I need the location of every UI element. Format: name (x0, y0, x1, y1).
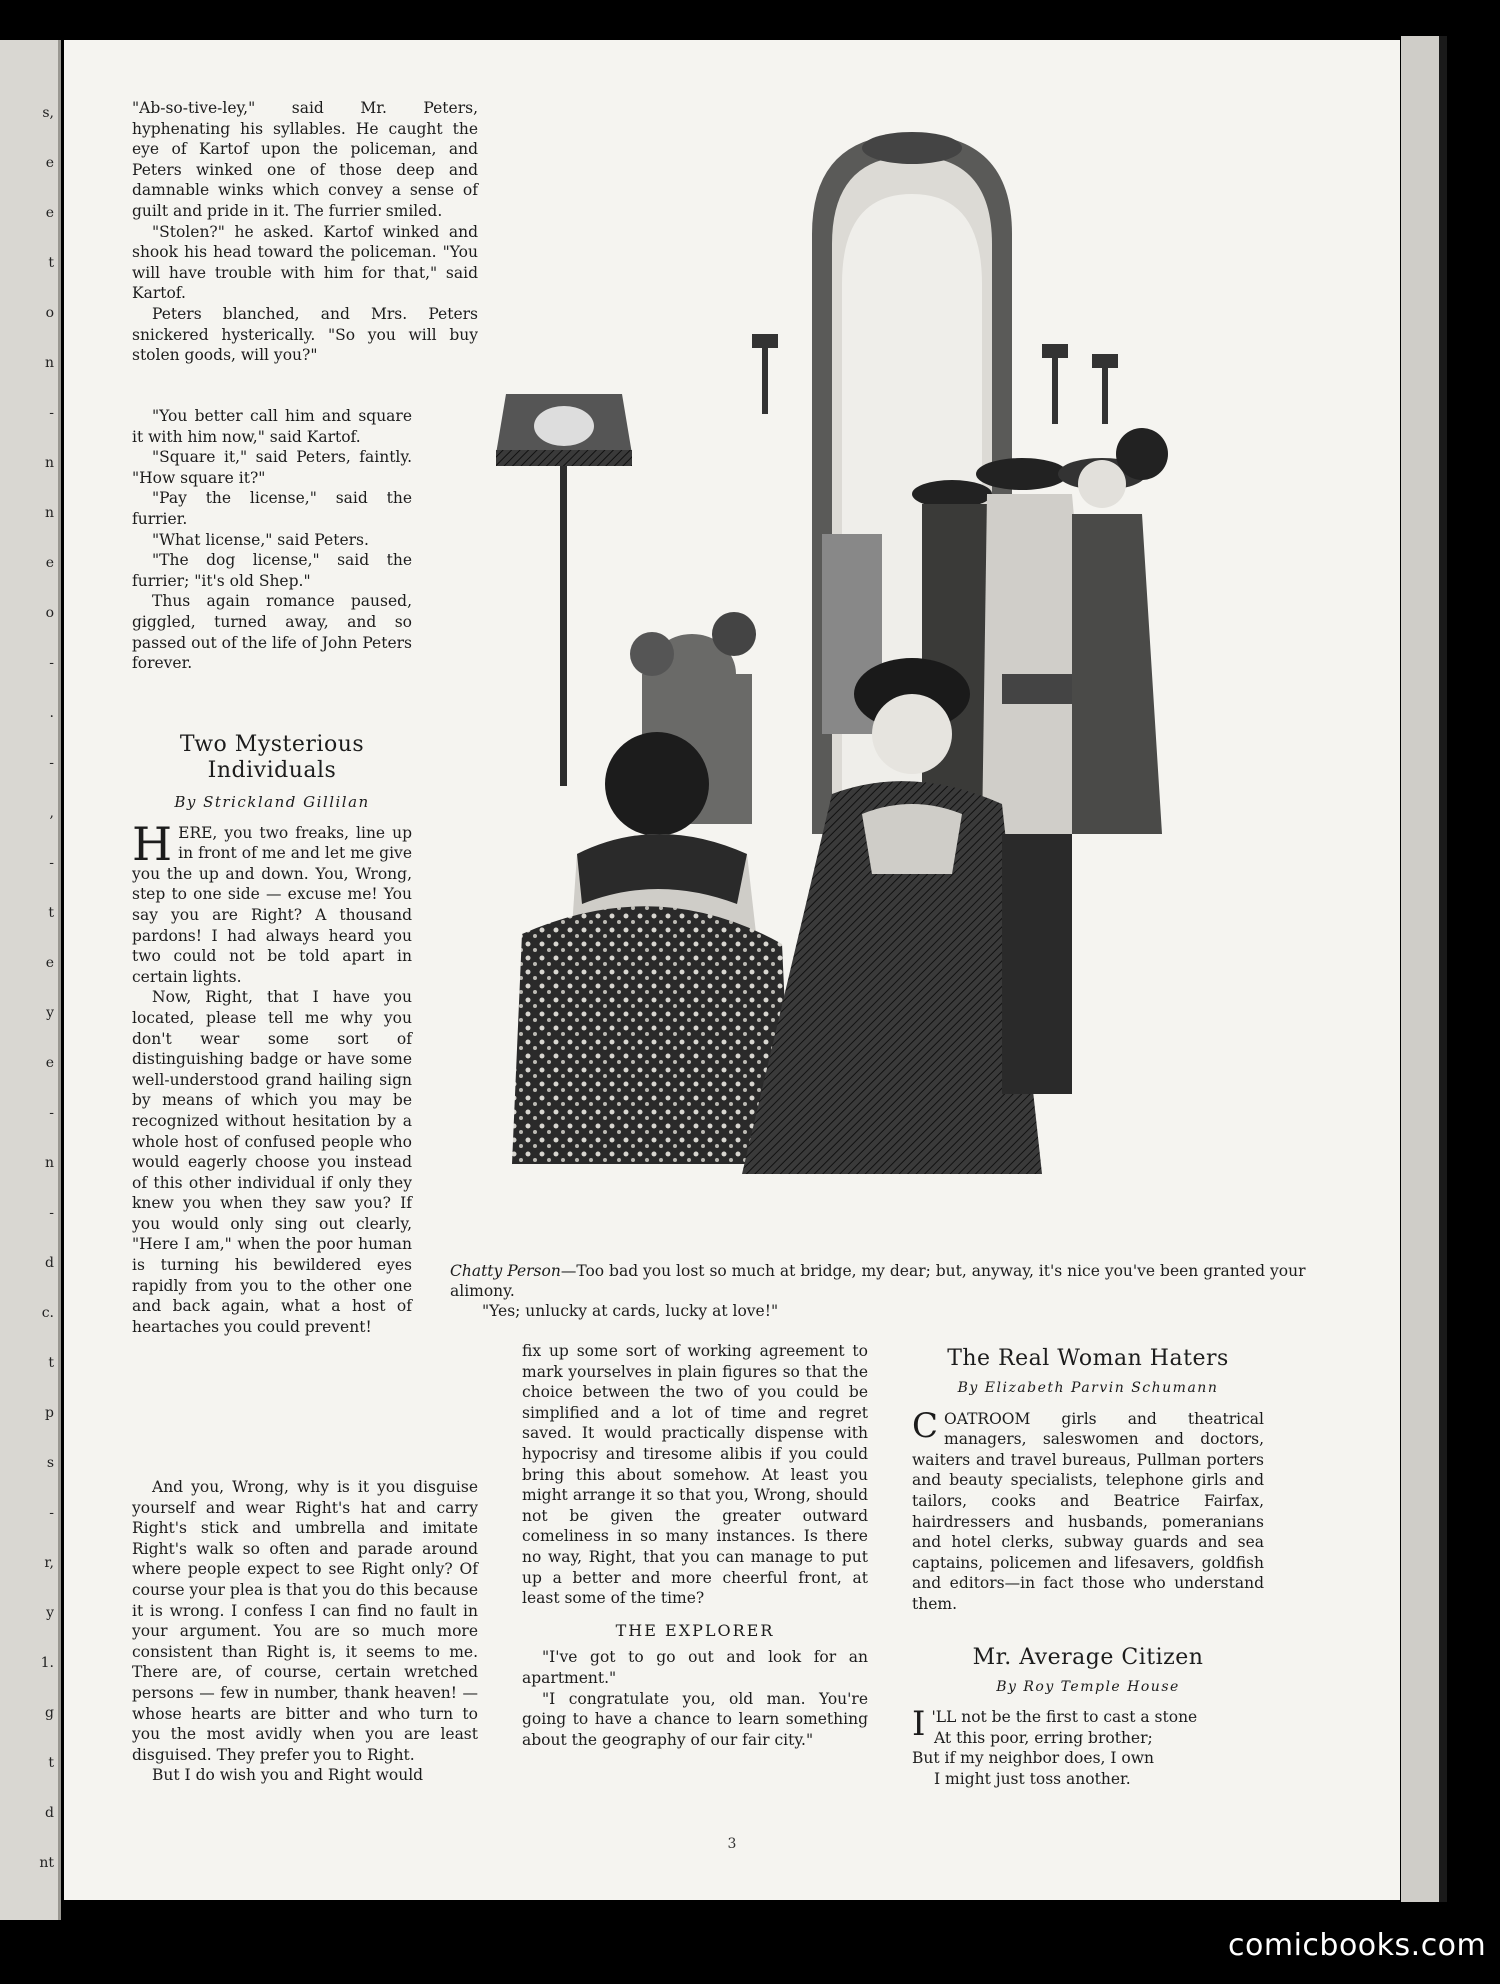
right-column (912, 1346, 1264, 1790)
page-edge (1401, 36, 1439, 1902)
wall-sconce (1092, 354, 1118, 424)
article-title-line: Two Mysterious (179, 732, 365, 757)
left-page-fragment: s, (42, 105, 54, 121)
poem-line: At this poor, erring brother; (934, 1728, 1153, 1747)
poem-text: 'LL not be the first to cast a stone (931, 1708, 1198, 1727)
left-page-fragment: e (45, 155, 54, 171)
article-paragraph: fix up some sort of working agreement to mark yourselves in plain figures so that the choice between the two of you could be simplified and a lot of time and regret saved. It would practically dispense with hypocrisy and tiresome alibis if you could bring this about somehow. At least you might arrange it so that you, Wrong, should not be given the greater outward comeliness in so many instances. Is there no way, Right, that you can manage to put up a better and more cheerful front, at least some of the time? (522, 1342, 868, 1608)
arch-ornament (862, 132, 962, 164)
left-page-fragment: , (49, 805, 54, 821)
watermark: comicbooks.com (1228, 1928, 1487, 1963)
story-paragraph: "Square it," said Peters, faintly. "How square it?" (132, 448, 412, 487)
article-title (132, 732, 412, 784)
left-page-fragment: d (45, 1805, 54, 1821)
left-page-fragment: t (48, 905, 54, 921)
article-byline: By Elizabeth Parvin Schumann (957, 1380, 1219, 1396)
page-gutter-shadow (1439, 36, 1447, 1902)
story-paragraph: "Ab-so-tive-ley," said Mr. Peters, hyphenating his syllables. He caught the eye of Kartof upon the policeman, and Peters winked one of those deep and damnable winks which convey a sense of guilt and pride in it. The furrier smiled. (132, 99, 478, 220)
article-paragraph: Now, Right, that I have you located, please tell me why you don't wear some sort of distinguishing badge or have some well-understood grand hailing sign by means of which you may be recognized without hesitation by a whole host of confused people who would eagerly choose you instead of this other individual if only they knew you when they saw you? If you would only sing out clearly, "Here I am," when the poor human is turning his bewildered eyes rapidly from you to the other one and back again, what a host of heartaches you could prevent! (132, 988, 412, 1336)
left-page-fragment: 1. (40, 1655, 54, 1671)
left-page-fragment: - (49, 405, 54, 421)
left-page-fragment: . (49, 705, 54, 721)
left-page-fragment: - (49, 655, 54, 671)
left-page-fragment: - (49, 1105, 54, 1121)
poem-line: I might just toss another. (934, 1769, 1131, 1788)
left-page-fragment: t (48, 1755, 54, 1771)
left-page-fragment: y (46, 1005, 54, 1021)
magazine-page (64, 40, 1400, 1900)
drop-cap: H (132, 816, 173, 871)
illustration-caption (450, 1261, 1370, 1321)
explorer-title: THE EXPLORER (615, 1620, 775, 1640)
left-page-fragment: - (49, 1205, 54, 1221)
story-paragraph: "Pay the license," said the furrier. (132, 489, 412, 528)
caption-reply: "Yes; unlucky at cards, lucky at love!" (482, 1302, 779, 1320)
left-page-fragment: s (46, 1455, 54, 1471)
article-paragraph (912, 1405, 1264, 1615)
story-ending-narrow-column (132, 406, 412, 674)
story-paragraph: "Stolen?" he asked. Kartof winked and shook his head toward the policeman. "You will have trouble with him for that," said Kartof. (132, 222, 478, 303)
explorer-paragraph: "I congratulate you, old man. You're going to have a chance to learn something about the geography of our fair city." (522, 1689, 868, 1749)
story-paragraph: Thus again romance paused, giggled, turned away, and so passed out of the life of John Peters forever. (132, 592, 412, 673)
left-page-fragment: - (49, 855, 54, 871)
story-paragraph: "What license," said Peters. (152, 530, 369, 549)
article-title: Mr. Average Citizen (972, 1644, 1204, 1670)
article-text: ERE, you two freaks, line up in front of me and let me give you the up and down. You, Wrong, step to one side — excuse me! You say you are Right? A thousand pardons! I had always heard you two could not be told apart in certain lights. (132, 823, 412, 986)
lamp-pole (560, 466, 567, 786)
story-paragraph: Peters blanched, and Mrs. Peters snickered hysterically. "So you will buy stolen goods, will you?" (132, 304, 478, 365)
left-page-fragment: g (45, 1705, 54, 1721)
caption-speech: —Too bad you lost so much at bridge, my dear; but, anyway, it's nice you've been granted your alimony. (450, 1262, 1306, 1300)
poem-line: But if my neighbor does, I own (912, 1749, 1155, 1768)
left-page-fragment: t (48, 1355, 54, 1371)
left-page-fragment: d (45, 1255, 54, 1271)
middle-column (522, 1341, 868, 1750)
story-paragraph: "The dog license," said the furrier; "it's old Shep." (132, 551, 412, 590)
article-text: girls and theatrical managers, saleswomen and doctors, waiters and travel bureaus, Pullman porters and beauty specialists, telephone girls and tailors, cooks and Beatrice Fairfax, hairdressers and husbands, pomeranians and hotel clerks, subway guards and sea captains, policemen and lifesavers, goldfish and editors—in fact those who understand them. (912, 1409, 1264, 1613)
article-paragraph: But I do wish you and Right would (152, 1766, 424, 1785)
article-title: The Real Woman Haters (947, 1346, 1229, 1371)
two-mysterious-article (132, 732, 412, 1337)
left-page-fragment: n (44, 455, 54, 471)
left-page-fragment: e (45, 955, 54, 971)
article-title-line: Individuals (207, 758, 337, 783)
left-page-fragment: n (44, 505, 54, 521)
left-page-fragment: n (44, 1155, 54, 1171)
article-byline: By Strickland Gillilan (174, 793, 370, 811)
parlor-illustration (482, 114, 1372, 1236)
left-page-fragment: e (45, 555, 54, 571)
lead-word: OATROOM (944, 1409, 1031, 1428)
two-mysterious-lower-column (132, 1477, 478, 1786)
article-paragraph (132, 816, 412, 988)
drop-cap: C (912, 1405, 939, 1446)
left-page-fragment: t (48, 255, 54, 271)
left-page-fragment: nt (39, 1855, 54, 1871)
left-page-fragment: c. (41, 1305, 54, 1321)
article-paragraph: And you, Wrong, why is it you disguise yourself and wear Right's hat and carry Right's stick and umbrella and imitate Right's walk so often and parade around where people expect to see Right only? Of course your plea is that you do this because it is wrong. I confess I can find no fault in your argument. You are so much more consistent than Right is, it seems to me. There are, of course, certain wretched persons — few in number, thank heaven! — whose hearts are bitter and who turn to you the most avidly when you are least disguised. They prefer you to Right. (132, 1478, 478, 1764)
floral-armchair (512, 906, 792, 1164)
drop-cap: I (912, 1704, 926, 1745)
wall-sconce (752, 334, 778, 414)
left-page-fragment: o (45, 305, 54, 321)
wall-sconce (1042, 344, 1068, 424)
page-number: 3 (727, 1836, 737, 1852)
chair-back (1002, 834, 1072, 1094)
left-page-fragment: p (45, 1405, 54, 1421)
left-page-fragment: e (45, 205, 54, 221)
left-page-sliver (0, 40, 61, 1920)
left-page-fragment: e (45, 1055, 54, 1071)
poem (912, 1704, 1264, 1789)
explorer-paragraph: "I've got to go out and look for an apartment." (522, 1648, 868, 1687)
story-ending-column (132, 98, 478, 366)
caption-speaker: Chatty Person (450, 1262, 561, 1280)
left-page-fragment: r, (44, 1555, 54, 1571)
left-page-fragment: o (45, 605, 54, 621)
left-page-fragment: n (44, 355, 54, 371)
left-page-fragment: - (49, 755, 54, 771)
story-paragraph: "You better call him and square it with him now," said Kartof. (132, 407, 412, 446)
left-page-fragment: y (46, 1605, 54, 1621)
left-page-fragment: - (49, 1505, 54, 1521)
article-byline: By Roy Temple House (996, 1678, 1180, 1695)
